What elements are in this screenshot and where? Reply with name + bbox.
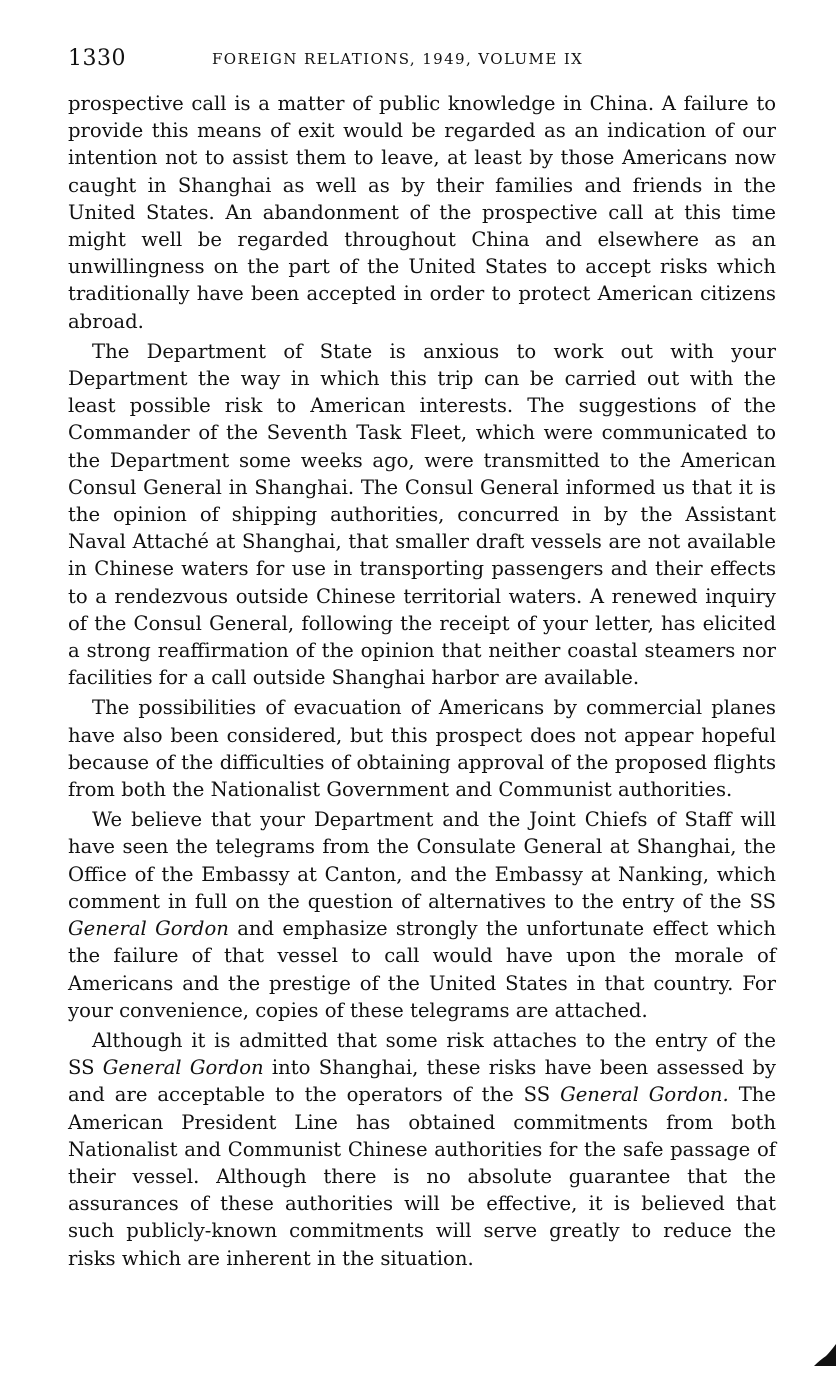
paragraph xyxy=(68,694,776,803)
running-head: FOREIGN RELATIONS, 1949, VOLUME IX xyxy=(212,50,584,68)
page-number: 1330 xyxy=(68,46,126,71)
paragraph xyxy=(68,1027,776,1272)
paragraph-text: prospective call is a matter of public knowledge in China. A failure to provide this means of exit would be regarded as an indication of our intention not to assist them to leave, at least by those Americans now caught in Shanghai as well as by their families and friends in the United States. An abandonment of the prospective call at this time might well be regarded throughout China and elsewhere as an unwillingness on the part of the United States to accept risks which traditionally have been accepted in order to protect American citizens abroad. xyxy=(68,92,776,333)
page-header xyxy=(68,46,768,76)
paragraph-text: and emphasize strongly the unfortunate effect which the failure of that vessel to call would have upon the morale of Americans and the prestige of the United States in that country. For your convenience, copies of these telegrams are attached. xyxy=(68,917,776,1022)
paragraph xyxy=(68,806,776,1024)
paragraph-text: The Department of State is anxious to work out with your Department the way in which this trip can be carried out with the least possible risk to American interests. The suggestions of the Commander of the Seventh Task Fleet, which were communicated to the Department some weeks ago, were transmitted to the American Consul General in Shanghai. The Consul General informed us that it is the opinion of shipping authorities, concurred in by the Assistant Naval Attaché at Shanghai, that smaller draft vessels are not available in Chinese waters for use in transporting passengers and their effects to a rendezvous outside Chinese territorial waters. A renewed inquiry of the Consul General, following the receipt of your letter, has elicited a strong reaffirmation of the opinion that neither coastal steamers nor facilities for a call outside Shanghai harbor are available. xyxy=(68,339,776,690)
paragraph-text: The American President Line has obtained commitments from both Nationalist and Communist Chinese authorities for the safe passage of their vessel. Although there is no absolute guarantee that the assurances of these authorities will be effective, it is believed that such publicly-known commitments will serve greatly to reduce the risks which are inherent in the situation. xyxy=(68,1083,776,1270)
paragraph xyxy=(68,90,776,335)
paragraph-text: Although it is admitted that some risk attaches to the entry of the SS xyxy=(68,1028,776,1080)
ship-name: General Gordon. xyxy=(560,1083,729,1107)
paragraph xyxy=(68,338,776,692)
body-text xyxy=(68,90,776,1272)
paragraph-text: into Shanghai, these risks have been assessed by and are acceptable to the operators of the SS xyxy=(68,1056,776,1107)
ship-name: General Gordon xyxy=(68,917,229,941)
ship-name: General Gordon xyxy=(102,1056,264,1080)
paragraph-text: We believe that your Department and the Joint Chiefs of Staff will have seen the telegrams from the Consulate General at Shanghai, the Office of the Embassy at Canton, and the Embassy at Nanking, which comment in full on the question of alternatives to the entry of the SS xyxy=(68,808,776,913)
paragraph-text: The possibilities of evacuation of Americans by commercial planes have also been considered, but this prospect does not appear hopeful because of the difficulties of obtaining approval of the proposed flights from both the Nationalist Government and Communist authorities. xyxy=(68,696,776,802)
scan-corner-mark xyxy=(812,1338,838,1368)
